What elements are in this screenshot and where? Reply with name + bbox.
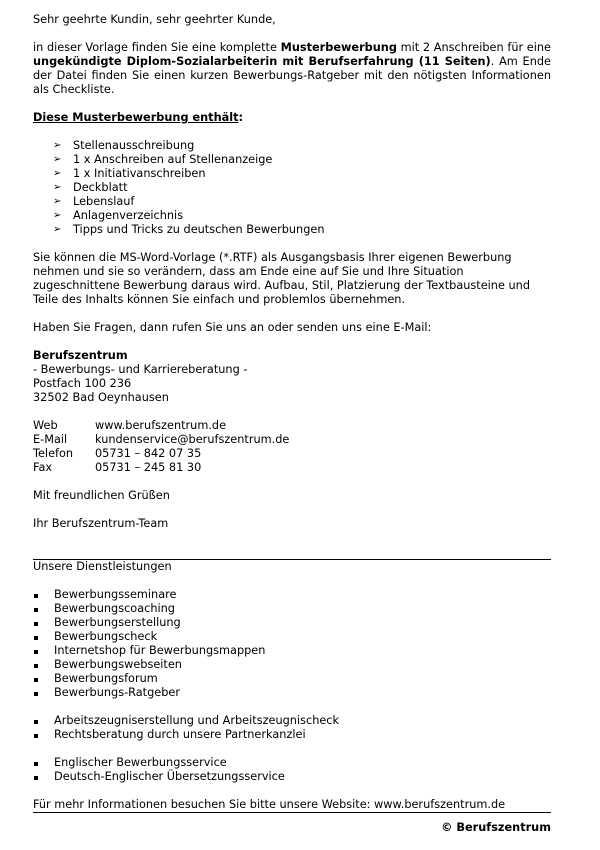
- company-name: Berufszentrum: [33, 349, 128, 362]
- list-item: ➢ Tipps und Tricks zu deutschen Bewerbungen: [53, 223, 551, 237]
- company-tagline: - Bewerbungs- und Karriereberatung -: [33, 363, 248, 376]
- intro-bold-2: ungekündigte Diplom-Sozialarbeiterin mit Berufserfahrung (11 Seiten): [33, 55, 491, 68]
- services-heading: Unsere Dienstleistungen: [33, 560, 172, 573]
- more-info-line: Für mehr Informationen besuchen Sie bitte unsere Website: www.berufszentrum.de: [33, 798, 506, 811]
- contact-label: E-Mail: [33, 433, 68, 446]
- list-item: ➢ Anlagenverzeichnis: [53, 209, 551, 223]
- list-item: Arbeitszeugniserstellung und Arbeitszeugnischeck: [33, 714, 551, 728]
- services-list-english: [33, 756, 551, 784]
- closing: Mit freundlichen Grüßen: [33, 489, 170, 502]
- services-list-main: [33, 588, 551, 700]
- contents-heading-colon: :: [238, 111, 244, 124]
- intro-bold-1: Musterbewerbung: [280, 41, 397, 54]
- contact-value: kundenservice@berufszentrum.de: [95, 433, 290, 446]
- contact-label: Fax: [33, 461, 53, 474]
- list-item: Bewerbungscheck: [33, 630, 551, 644]
- list-item: Bewerbungscoaching: [33, 602, 551, 616]
- signature: Ihr Berufszentrum-Team: [33, 517, 169, 530]
- list-item: Bewerbungswebseiten: [33, 658, 551, 672]
- intro-text-2: mit 2 Anschreiben für eine: [396, 41, 552, 54]
- greeting: Sehr geehrte Kundin, sehr geehrter Kunde,: [33, 13, 276, 26]
- list-item: Bewerbungs-Ratgeber: [33, 686, 551, 700]
- list-item: Bewerbungserstellung: [33, 616, 551, 630]
- intro-paragraph: [33, 41, 551, 97]
- contact-email: [33, 433, 551, 447]
- intro-text-1: in dieser Vorlage finden Sie eine komplette: [33, 41, 281, 54]
- contact-value: 05731 – 245 81 30: [95, 461, 202, 474]
- city: 32502 Bad Oeynhausen: [33, 391, 169, 404]
- list-item: Bewerbungsforum: [33, 672, 551, 686]
- contact-phone: [33, 447, 551, 461]
- copyright: © Berufszentrum: [441, 821, 551, 834]
- list-item: ➢ Lebenslauf: [53, 195, 551, 209]
- questions-line: Haben Sie Fragen, dann rufen Sie uns an oder senden uns eine E-Mail:: [33, 321, 432, 334]
- intro-text-3: . Am Ende der Datei finden Sie einen kurzen Bewerbungs-Ratgeber mit den nötigsten Informationen als Checkliste.: [33, 55, 551, 96]
- services-list-legal: [33, 714, 551, 742]
- list-item: Rechtsberatung durch unsere Partnerkanzlei: [33, 728, 551, 742]
- document-page: [33, 13, 551, 835]
- list-item: Internetshop für Bewerbungsmappen: [33, 644, 551, 658]
- list-item: ➢ 1 x Anschreiben auf Stellenanzeige: [53, 153, 551, 167]
- contact-value: 05731 – 842 07 35: [95, 447, 202, 460]
- contact-web: [33, 419, 551, 433]
- address-block: [33, 349, 551, 405]
- list-item: ➢ Deckblatt: [53, 181, 551, 195]
- list-item: Englischer Bewerbungsservice: [33, 756, 551, 770]
- list-item: ➢ Stellenausschreibung: [53, 139, 551, 153]
- contents-list: [33, 139, 551, 237]
- contact-fax: [33, 461, 551, 475]
- list-item: Bewerbungsseminare: [33, 588, 551, 602]
- contact-value: www.berufszentrum.de: [95, 419, 227, 432]
- contents-heading-text: Diese Musterbewerbung enthält: [33, 111, 239, 124]
- contents-heading: [33, 111, 551, 125]
- list-item: Deutsch-Englischer Übersetzungsservice: [33, 770, 551, 784]
- postbox: Postfach 100 236: [33, 377, 132, 390]
- list-item: ➢ 1 x Initiativanschreiben: [53, 167, 551, 181]
- contact-label: Telefon: [33, 447, 74, 460]
- usage-paragraph: Sie können die MS-Word-Vorlage (*.RTF) als Ausgangsbasis Ihrer eigenen Bewerbung nehmen und sie so verändern, dass am Ende eine auf Sie und Ihre Situation zugeschnittene Bewerbung daraus wird. Aufbau, Stil, Platzierung der Textbausteine und Teile des Inhalts können Sie einfach und problemlos übernehmen.: [33, 251, 530, 306]
- contact-block: [33, 419, 551, 475]
- contact-label: Web: [33, 419, 58, 432]
